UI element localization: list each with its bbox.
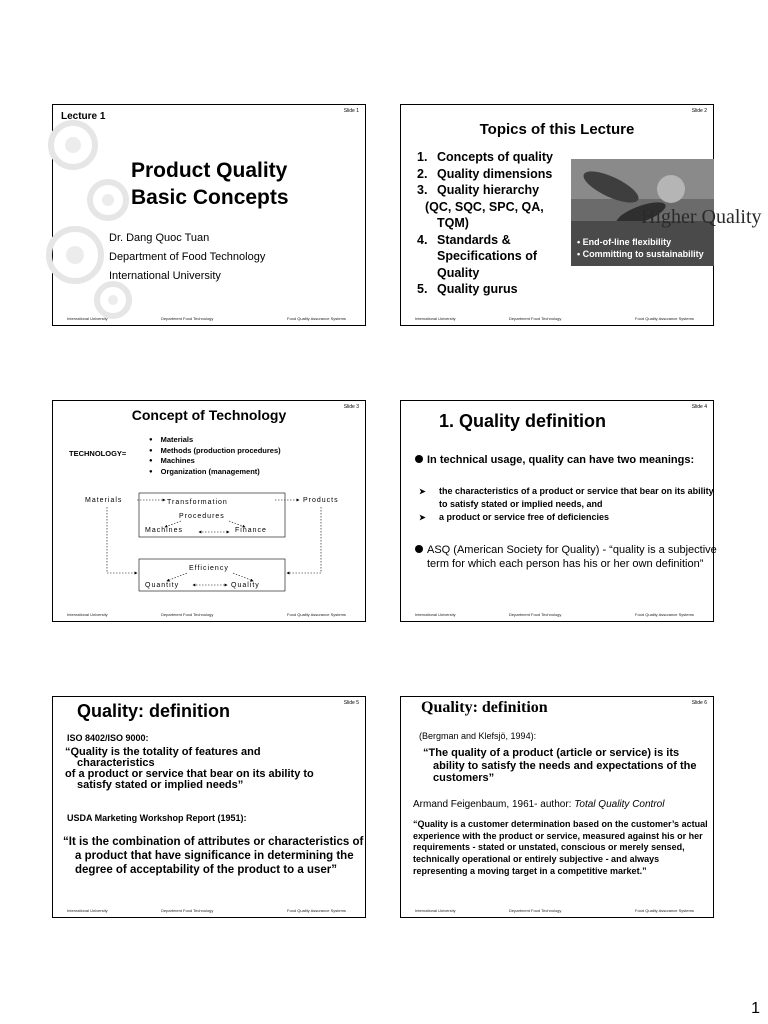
- slide-footer: [401, 316, 713, 322]
- slide-1: [52, 104, 366, 326]
- slide-4: [400, 400, 717, 622]
- sub-bullet: ➤ the characteristics of a product or service that bear on its ability to satisfy stated or implied needs, and: [419, 486, 714, 509]
- footer-university: International University: [415, 316, 456, 321]
- footer-course: Food Quality Assurance Systems: [287, 908, 346, 913]
- slide-footer: [53, 612, 365, 618]
- list-item: 4. Standards &: [417, 232, 511, 247]
- bergman-citation: (Bergman and Klefsjö, 1994):: [419, 731, 537, 741]
- diagram-materials: Materials: [85, 497, 123, 504]
- technology-diagram: [53, 401, 367, 623]
- footer-department: Department Food Technology: [509, 316, 562, 321]
- usda-reference: USDA Marketing Workshop Report (1951):: [67, 813, 247, 823]
- list-item: 1. Concepts of quality: [417, 150, 553, 164]
- slide-footer: [53, 316, 365, 322]
- diagram-machines: Machines: [145, 527, 183, 534]
- list-item: ● Organization (management): [149, 467, 281, 478]
- slide-number: Slide 5: [343, 700, 359, 706]
- usda-quote: “It is the combination of attributes or characteristics of a product that have significance in determining the degree of acceptability of the product to a user”: [63, 836, 364, 876]
- list-item: (QC, SQC, SPC, QA,: [425, 199, 544, 214]
- footer-course: Food Quality Assurance Systems: [635, 908, 694, 913]
- slide-footer: [401, 908, 713, 914]
- author-name: Dr. Dang Quoc Tuan: [109, 232, 210, 244]
- slide-title: Topics of this Lecture: [479, 121, 635, 138]
- photo-heading: Higher Quality: [641, 206, 762, 228]
- gear-background-icon: [53, 105, 138, 325]
- slide-title: 1. Quality definition: [439, 411, 607, 431]
- diagram-transformation: Transformation: [167, 499, 228, 506]
- slide-title: Quality: definition: [77, 701, 230, 721]
- quality-photo: [571, 159, 762, 266]
- diagram-products: Products: [303, 497, 339, 504]
- list-item: 5. Quality gurus: [417, 282, 518, 296]
- technology-label: TECHNOLOGY=: [69, 449, 127, 458]
- title-line-1: Product Quality: [131, 159, 288, 182]
- bergman-quote: “The quality of a product (article or service) is its ability to satisfy the needs and expectations of the customers”: [423, 747, 697, 784]
- footer-course: Food Quality Assurance Systems: [635, 316, 694, 321]
- footer-university: International University: [415, 908, 456, 913]
- slide-5: [52, 696, 366, 918]
- sub-bullet: ➤ a product or service free of deficiencies: [419, 512, 610, 522]
- page-number: 1: [751, 1000, 760, 1017]
- topics-list: [417, 149, 553, 298]
- iso-quote: “Quality is the totality of features and characteristics of a product or service that bear on its ability to satisfy stated or implied needs”: [65, 746, 314, 791]
- diagram-quality: Quality: [231, 582, 260, 589]
- bullet-technical-usage: In technical usage, quality can have two meanings:: [415, 453, 717, 467]
- footer-university: International University: [67, 316, 108, 321]
- list-item: 2. Quality dimensions: [417, 166, 553, 181]
- slide-title: Quality: definition: [421, 699, 548, 716]
- footer-course: Food Quality Assurance Systems: [287, 612, 346, 617]
- list-item: 3. Quality hierarchy: [417, 183, 540, 197]
- slide-title: Concept of Technology: [131, 407, 287, 423]
- footer-department: Department Food Technology: [161, 316, 214, 321]
- slide-6: [400, 696, 714, 918]
- photo-bullet: • End-of-line flexibility: [577, 237, 672, 247]
- slide-number: Slide 4: [691, 404, 707, 410]
- list-item: ● Methods (production procedures): [149, 446, 281, 457]
- slide-footer: [53, 908, 365, 914]
- footer-university: International University: [415, 612, 456, 617]
- photo-illustration: [571, 159, 762, 266]
- lecture-label: Lecture 1: [61, 111, 106, 122]
- slide-2: [400, 104, 762, 326]
- author-department: Department of Food Technology: [109, 251, 266, 263]
- slide-number: Slide 2: [691, 108, 707, 114]
- slide-number: Slide 3: [343, 404, 359, 410]
- list-item: ● Materials: [149, 435, 281, 446]
- title-line-2: Basic Concepts: [131, 186, 289, 209]
- bullet-asq: ASQ (American Society for Quality) - “quality is a subjective term for which each person has his or her own definition”: [415, 543, 717, 571]
- footer-department: Department Food Technology: [161, 612, 214, 617]
- book-title: Total Quality Control: [574, 799, 665, 810]
- footer-course: Food Quality Assurance Systems: [287, 316, 346, 321]
- author-university: International University: [109, 270, 221, 282]
- slide-footer: [401, 612, 713, 618]
- chevron-right-icon: ➤: [419, 487, 426, 496]
- footer-university: International University: [67, 612, 108, 617]
- footer-university: International University: [67, 908, 108, 913]
- bullet-icon: [415, 455, 423, 463]
- feigenbaum-citation: Armand Feigenbaum, 1961- author: Total Quality Control: [413, 799, 665, 810]
- slide-3: [52, 400, 366, 622]
- author-block: [109, 229, 265, 286]
- diagram-quantity: Quantity: [145, 582, 180, 589]
- slide-number: Slide 6: [691, 700, 707, 706]
- footer-department: Department Food Technology: [509, 908, 562, 913]
- list-item: Quality: [437, 265, 480, 280]
- list-item: TQM): [437, 216, 469, 230]
- list-item: ● Machines: [149, 456, 281, 467]
- footer-department: Department Food Technology: [509, 612, 562, 617]
- photo-bullet: • Committing to sustainability: [577, 249, 704, 259]
- footer-department: Department Food Technology: [161, 908, 214, 913]
- chevron-right-icon: ➤: [419, 513, 426, 522]
- diagram-procedures: Procedures: [179, 513, 225, 520]
- bullet-icon: [415, 545, 423, 553]
- diagram-finance: Finance: [235, 527, 267, 534]
- iso-reference: ISO 8402/ISO 9000:: [67, 733, 149, 743]
- diagram-efficiency: Efficiency: [189, 565, 229, 572]
- slide-title: [131, 157, 289, 211]
- list-item: Specifications of: [437, 249, 538, 263]
- slide-number: Slide 1: [343, 108, 359, 114]
- footer-course: Food Quality Assurance Systems: [635, 612, 694, 617]
- feigenbaum-quote: “Quality is a customer determination based on the customer’s actual experience with the product or service, measured against his or her requirements - stated or unstated, conscious or merely sensed, technically operational or entirely subjective - and always representing a moving target in a competitive market.”: [413, 819, 708, 876]
